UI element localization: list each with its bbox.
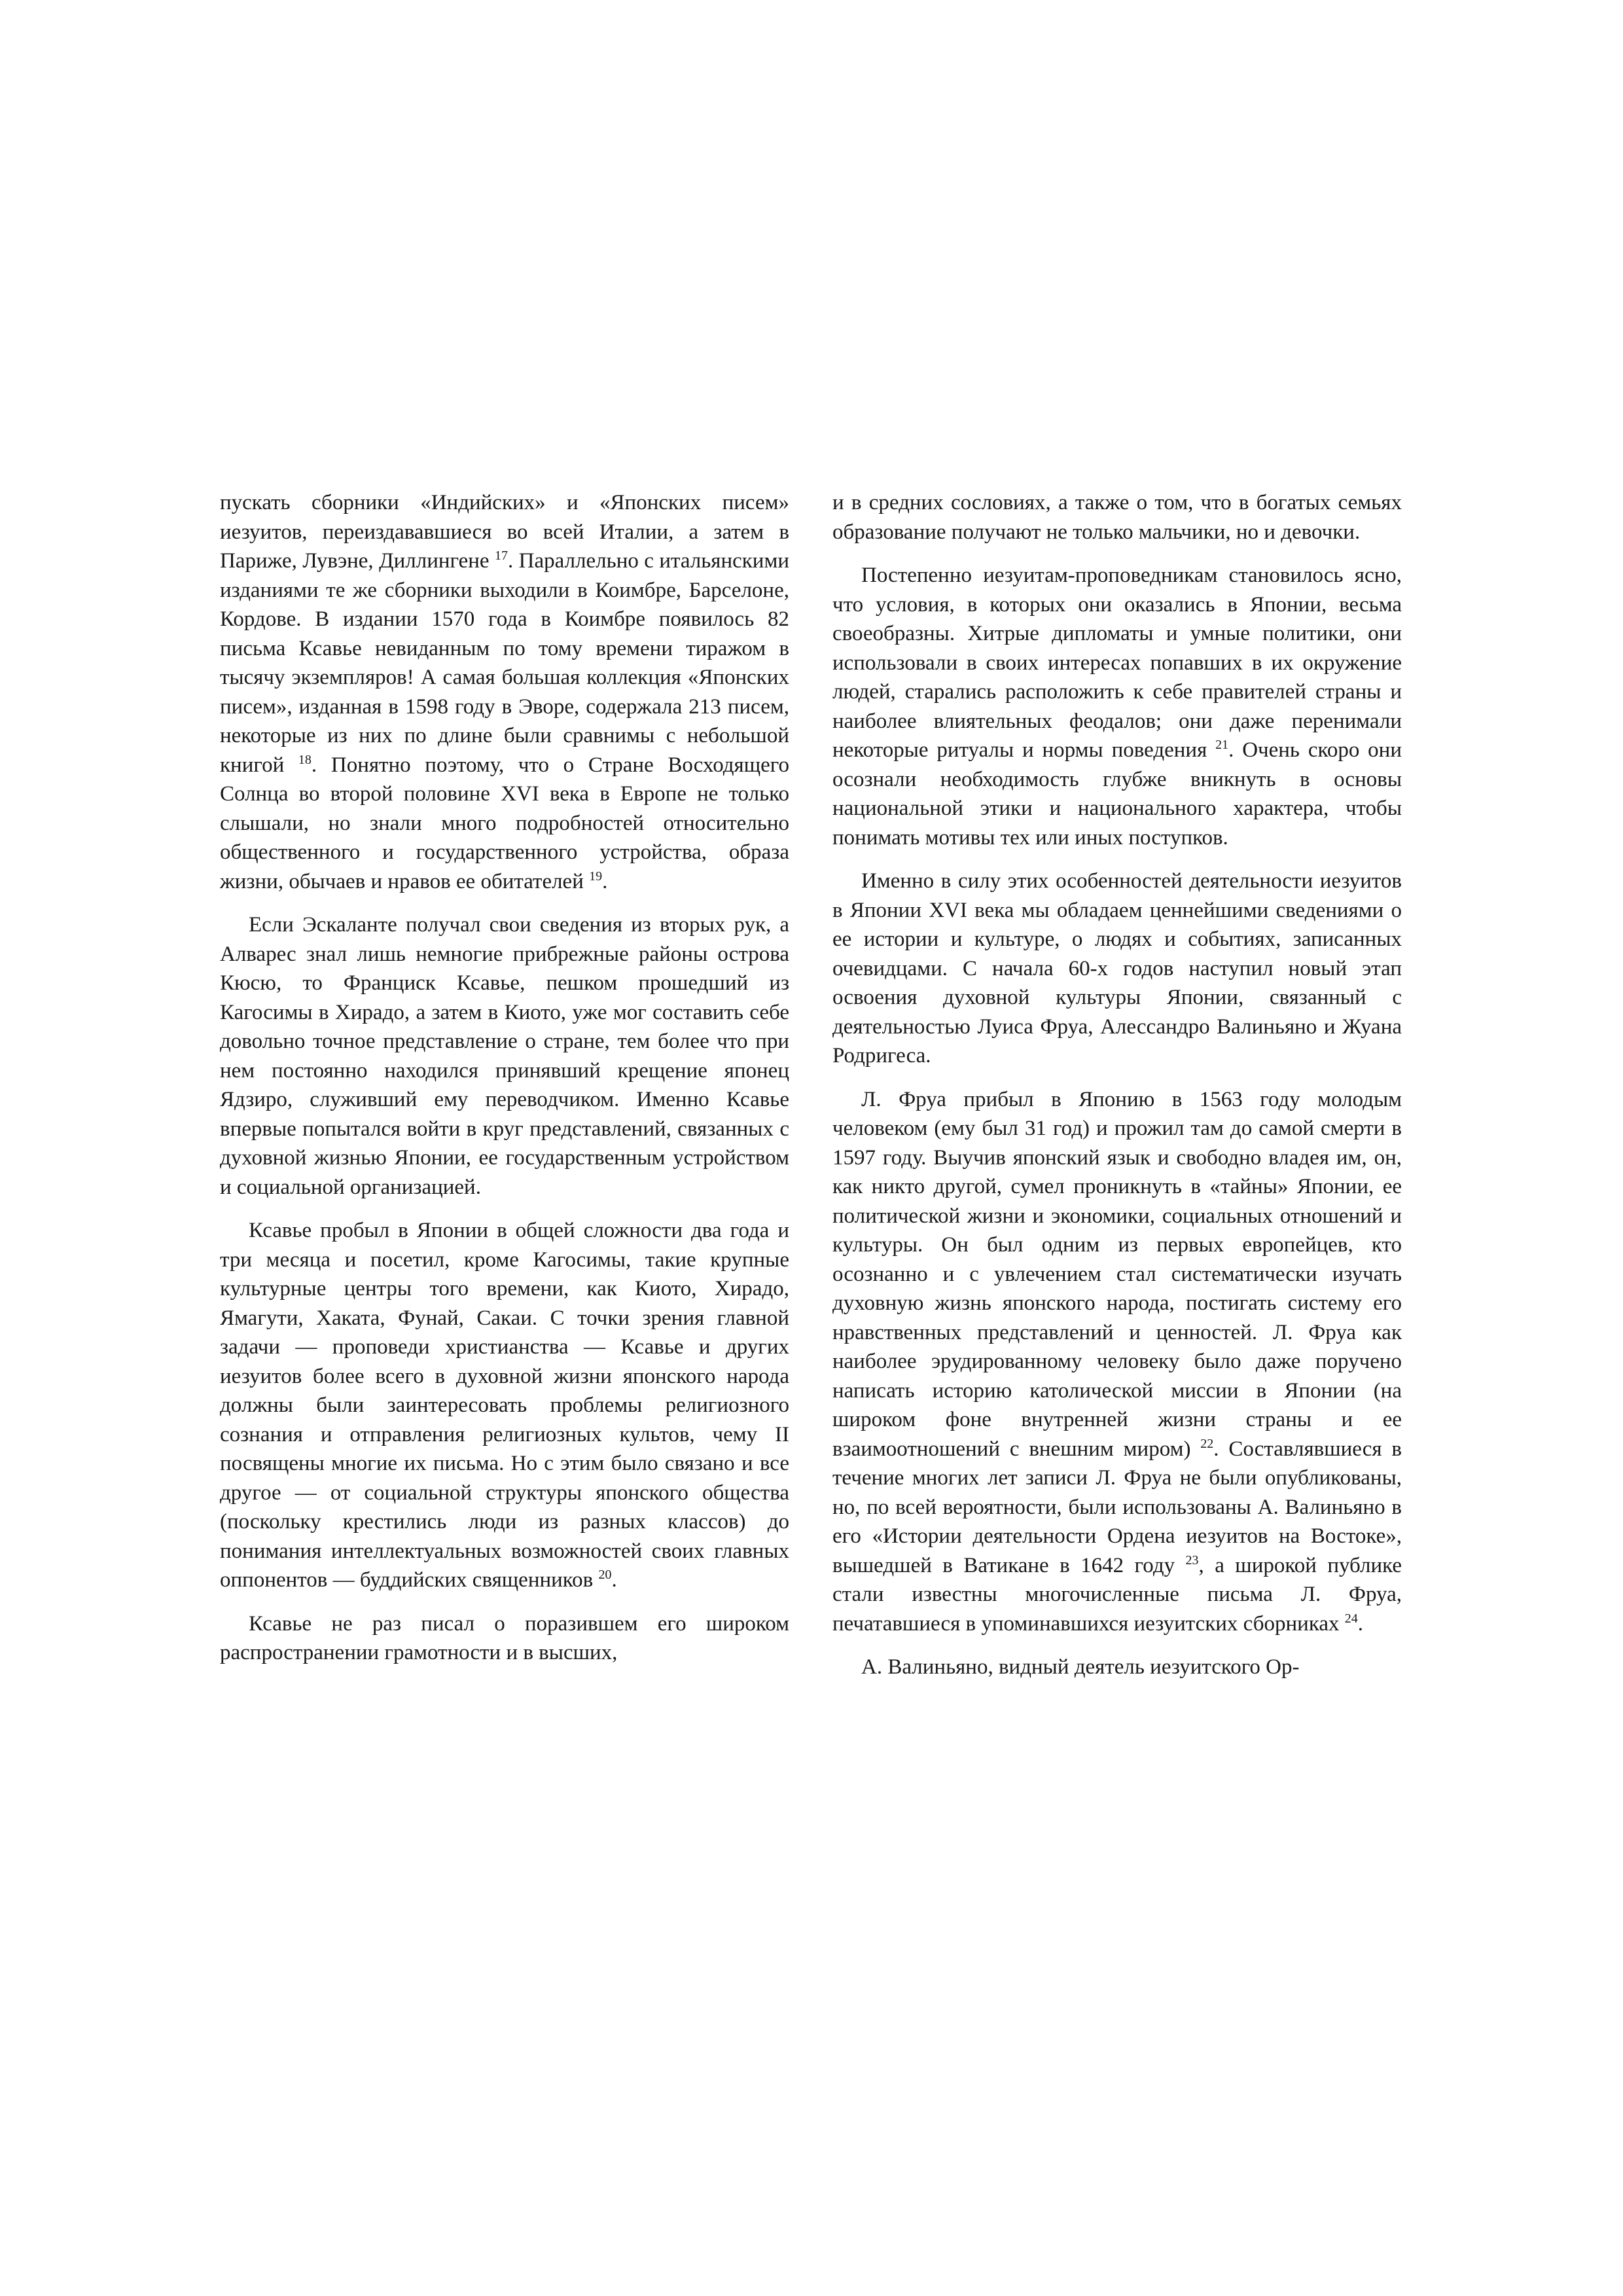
paragraph-frois [832, 1085, 1402, 1639]
paragraph-text: . Параллельно с итальянскими изданиями те же сборники выходили в Коимбре, Барселоне, Кордове. В издании 1570 года в Коимбре появилось 82 письма Ксавье невиданным по тому времени тиражом в тысячу экземпляров! А самая большая коллекция «Японских писем», изданная в 1598 году в Эворе, содержала 213 писем, некоторые из них по длине были сравнимы с небольшой книгой [220, 549, 790, 777]
paragraph-text: Постепенно иезуитам-проповедникам становилось ясно, что условия, в которых они оказались в Японии, весьма своеобразны. Хитрые дипломаты и умные политики, они использовали в своих интересах попавших в их окружение людей, старались расположить к себе правителей страны и наиболее влиятельных феодалов; они даже перенимали некоторые ритуалы и нормы поведения [832, 564, 1402, 762]
footnote-ref-22: 22 [1200, 1436, 1214, 1451]
footnote-ref-21: 21 [1215, 738, 1229, 752]
paragraph-text: . Составлявшиеся в течение многих лет записи Л. Фруа не были опубликованы, но, по всей вероятности, были использованы А. Валиньяно в его «Истории деятельности Ордена иезуитов на Востоке», вышедшей в Ватикане в 1642 году [832, 1437, 1402, 1577]
paragraph-text: . Очень скоро они осознали необходимость глубже вникнуть в основы национальной этики и национального характера, чтобы понимать мотивы тех или иных поступков. [832, 738, 1402, 850]
paragraph-text: Л. Фруа прибыл в Японию в 1563 году молодым человеком (ему был 31 год) и прожил там до самой смерти в 1597 году. Выучив японский язык и свободно владея им, он, как никто другой, сумел проникнуть в «тайны» Японии, ее политической жизни и экономики, социальных отношений и культуры. Он был одним из первых европейцев, кто осознанно и с увлечением стал систематически изучать духовную жизнь японского народа, постигать систему его нравственных представлений и ценностей. Л. Фруа как наиболее эрудированному человеку было даже поручено написать историю католической миссии в Японии (на широком фоне внутренней жизни страны и ее взаимоотношений с внешним миром) [832, 1087, 1402, 1461]
paragraph-indian-japanese-letters [220, 488, 789, 896]
paragraph-text: . Понятно поэтому, что о Стране Восходящего Солнца во второй половине XVI века в Европе не только слышали, но знали много подробностей относительно общественного и государственного устройства, образа жизни, обычаев и нравов ее обитателей [220, 753, 789, 893]
footnote-ref-17: 17 [495, 548, 508, 563]
paragraph-text: Ксавье пробыл в Японии в общей сложности два года и три месяца и посетил, кроме Кагосимы, такие крупные культурные центры того времени, как Киото, Хирадо, Ямагути, Хаката, Фунай, Сакаи. С точки зрения главной задачи — проповеди христианства — Ксавье и других иезуитов более всего в духовной жизни японского народа должны были заинтересовать проблемы религиозного сознания и отправления религиозных культов, чему II посвящены многие их письма. Но с этим было связано и все другое — от социальной структуры японского общества (поскольку крестились люди из разных классов) до понимания интеллектуальных возможностей своих главных оппонентов — буддийских священников [220, 1219, 789, 1592]
paragraph-text: Ксавье не раз писал о поразившем его широком распространении грамотности и в высших, [220, 1611, 789, 1664]
paragraph-escalante-xavier [220, 910, 789, 1202]
paragraph-text: А. Валиньяно, видный деятель иезуитского Ор- [861, 1655, 1300, 1679]
paragraph-text: Если Эскаланте получал свои сведения из вторых рук, а Алварес знал лишь немногие прибрежные районы острова Кюсю, то Франциск Ксавье, пешком прошедший из Кагосимы в Хирадо, а затем в Киото, уже мог составить себе довольно точное представление о стране, тем более что при нем постоянно находился принявший крещение японец Ядзиро, служивший ему переводчиком. Именно Ксавье впервые попытался войти в круг представлений, связанных с духовной жизнью Японии, ее государственным устройством и социальной организацией. [220, 913, 789, 1199]
left-text-column [220, 488, 789, 1668]
paragraph-new-stage [832, 867, 1402, 1071]
paragraph-literacy [220, 1609, 789, 1668]
paragraph-xavier-stay [220, 1216, 789, 1595]
paragraph-text: пускать сборники «Индийских» и «Японских писем» иезуитов, переиздававшиеся во всей Италии, а затем в Париже, Лувэне, Диллингене [220, 491, 789, 573]
paragraph-text: и в средних сословиях, а также о том, что в богатых семьях образование получают не только мальчики, но и девочки. [832, 491, 1402, 544]
paragraph-literacy-continued [832, 488, 1402, 547]
footnote-ref-18: 18 [298, 752, 312, 767]
paragraph-valignano [832, 1653, 1402, 1682]
footnote-ref-23: 23 [1185, 1552, 1199, 1568]
footnote-ref-19: 19 [589, 869, 603, 884]
paragraph-text: . [1357, 1611, 1364, 1636]
paragraph-text: . [602, 869, 608, 893]
paragraph-jesuit-conditions [832, 561, 1402, 852]
paragraph-text: Именно в силу этих особенностей деятельности иезуитов в Японии XVI века мы обладаем ценнейшими сведениями о ее истории и культуре, о людях и событиях, записанных очевидцами. С начала 60-х годов наступил новый этап освоения духовной культуры Японии, связанный с деятельностью Луиса Фруа, Алессандро Валиньяно и Жуана Родригеса. [832, 869, 1402, 1067]
paragraph-text: , а широкой публике стали известны многочисленные письма Л. Фруа, печатавшиеся в упоминавшихся иезуитских сборниках [832, 1553, 1402, 1636]
right-text-column [832, 488, 1402, 1682]
footnote-ref-24: 24 [1344, 1611, 1358, 1626]
paragraph-text: . [611, 1568, 617, 1592]
footnote-ref-20: 20 [598, 1568, 612, 1582]
